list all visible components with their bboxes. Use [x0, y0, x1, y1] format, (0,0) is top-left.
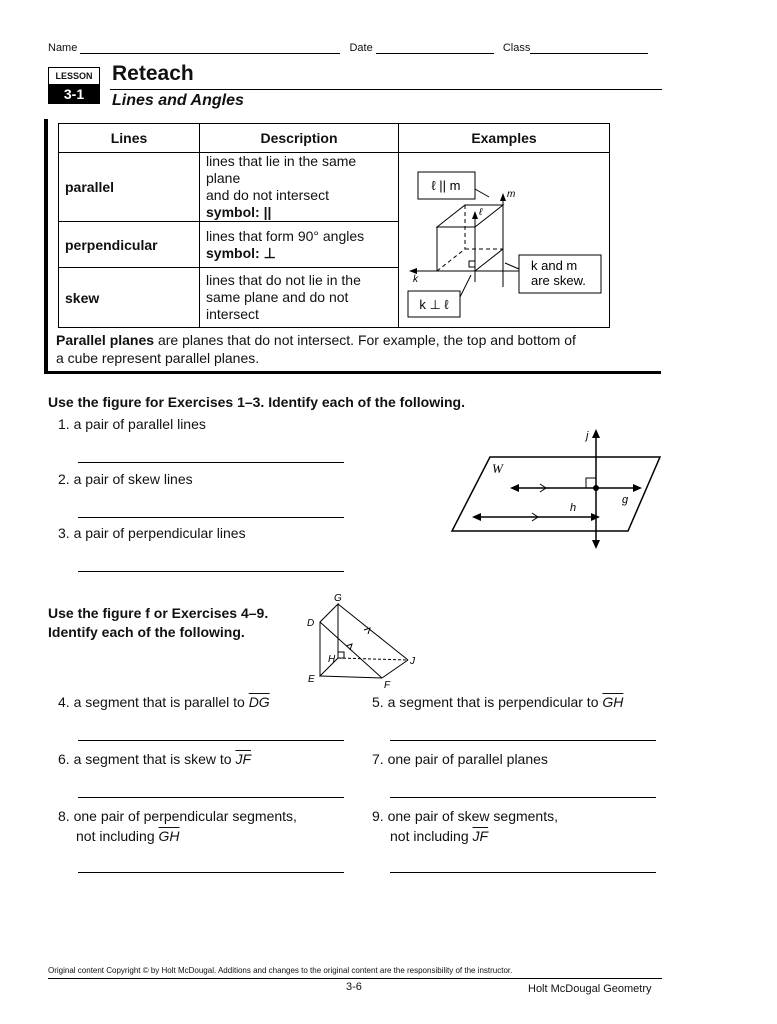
- exercise-text: a segment that is skew to: [73, 751, 232, 767]
- lesson-badge: [48, 67, 100, 104]
- exercise-number: 3.: [58, 525, 70, 541]
- symbol-label: symbol:: [206, 204, 260, 220]
- label-E: E: [308, 674, 315, 685]
- parallel-planes-text: are planes that do not intersect. For example, the top and bottom of: [154, 332, 576, 348]
- lesson-label: LESSON: [48, 67, 100, 85]
- line-type: perpendicular: [59, 222, 200, 268]
- exercise-text: one pair of parallel planes: [387, 751, 548, 767]
- exercise-3: [58, 525, 246, 541]
- desc-text: lines that form 90° angles: [206, 227, 365, 244]
- desc-text: intersect: [206, 306, 259, 322]
- exercise-text2: not including: [76, 828, 155, 844]
- table-header-row: [59, 124, 610, 153]
- class-label: Class: [502, 42, 531, 54]
- line-description: [200, 268, 399, 328]
- skew-callout-line2: are skew.: [531, 273, 586, 288]
- table-row: [59, 153, 610, 222]
- exercise-5: [372, 694, 623, 710]
- examples-cell: [399, 153, 610, 328]
- line-description: [200, 222, 399, 268]
- header-examples: Examples: [399, 124, 610, 153]
- exercise-text: a segment that is parallel to: [73, 694, 245, 710]
- segment-name: $\overline{JF}$: [472, 828, 489, 844]
- name-label: Name: [48, 42, 78, 54]
- exercise-number: 9.: [372, 808, 384, 824]
- answer-line-4[interactable]: [78, 740, 344, 741]
- label-k: k: [413, 274, 418, 285]
- plane-w: [452, 457, 660, 531]
- page-number: 3-6: [346, 981, 362, 993]
- exercise-text: a segment that is perpendicular to: [387, 694, 599, 710]
- exercise-2: [58, 471, 193, 487]
- desc-text: lines that lie in the same plane: [206, 153, 357, 186]
- skew-callout-line1: k and m: [531, 258, 578, 273]
- label-J: J: [410, 656, 415, 667]
- desc-text: same plane and do not: [206, 289, 349, 305]
- date-field[interactable]: [376, 53, 494, 54]
- line-type: skew: [59, 268, 200, 328]
- symbol-value: ⊥: [263, 244, 276, 261]
- answer-line-9[interactable]: [390, 872, 656, 873]
- perp-callout-text: k ⊥ ℓ: [419, 297, 449, 312]
- class-field[interactable]: [530, 53, 648, 54]
- exercise-6: [58, 751, 251, 767]
- answer-line-8[interactable]: [78, 872, 344, 873]
- reteach-sidebar: [44, 119, 48, 372]
- section2-heading: [48, 604, 268, 642]
- exercise-9: [372, 806, 558, 846]
- parallel-planes-term: Parallel planes: [56, 332, 155, 348]
- page-subtitle: Lines and Angles: [112, 92, 244, 109]
- exercise-number: 6.: [58, 751, 70, 767]
- exercise-1: [58, 416, 206, 432]
- exercise-number: 1.: [58, 416, 70, 432]
- label-w: W: [492, 461, 503, 476]
- reteach-bottom-bar: [44, 371, 661, 374]
- header-description: Description: [200, 124, 399, 153]
- label-l: ℓ: [479, 207, 483, 218]
- exercise-text: one pair of skew segments,: [387, 808, 558, 824]
- section1-heading: Use the figure for Exercises 1–3. Identify each of the following.: [48, 394, 465, 410]
- line-description: [200, 153, 399, 222]
- answer-line-1[interactable]: [78, 462, 344, 463]
- answer-line-6[interactable]: [78, 797, 344, 798]
- segment-name: $\overline{GH}$: [158, 828, 180, 844]
- desc-text: and do not intersect: [206, 187, 329, 203]
- label-G: G: [334, 593, 342, 604]
- parallel-planes-text2: a cube represent parallel planes.: [56, 350, 260, 366]
- exercise-text: a pair of perpendicular lines: [73, 525, 246, 541]
- parallel-callout-text: ℓ || m: [431, 178, 461, 193]
- exercise-number: 7.: [372, 751, 384, 767]
- publisher: Holt McDougal Geometry: [528, 983, 652, 995]
- label-g: g: [622, 494, 629, 506]
- exercise-text2: not including: [390, 828, 469, 844]
- label-m: m: [507, 189, 516, 200]
- exercise-7: [372, 751, 548, 767]
- exercise-8: [58, 806, 297, 846]
- copyright-text: Original content Copyright © by Holt McDougal. Additions and changes to the original content are the responsibility of the instructor.: [48, 966, 513, 975]
- label-D: D: [307, 618, 315, 629]
- header-lines: Lines: [59, 124, 200, 153]
- segment-name: $\overline{GH}$: [602, 694, 624, 710]
- section2-heading-line1: Use the figure f or Exercises 4–9.: [48, 605, 269, 621]
- exercise-number: 8.: [58, 808, 70, 824]
- label-H: H: [328, 654, 336, 665]
- lesson-number: 3-1: [48, 85, 100, 104]
- answer-line-7[interactable]: [390, 797, 656, 798]
- exercise-number: 4.: [58, 694, 70, 710]
- answer-line-5[interactable]: [390, 740, 656, 741]
- exercise-text: one pair of perpendicular segments,: [73, 808, 297, 824]
- answer-line-2[interactable]: [78, 517, 344, 518]
- exercise-number: 5.: [372, 694, 384, 710]
- label-F: F: [384, 680, 391, 690]
- name-field[interactable]: [80, 53, 340, 54]
- exercise-text: a pair of skew lines: [73, 471, 193, 487]
- page-title: Reteach: [112, 62, 194, 85]
- prism-left-face: [320, 604, 338, 676]
- cube-top: [437, 205, 503, 227]
- lines-table: [58, 123, 610, 328]
- answer-line-3[interactable]: [78, 571, 344, 572]
- plane-w-figure: [450, 425, 665, 555]
- section2-heading-line2: Identify each of the following.: [48, 624, 245, 640]
- exercise-number: 2.: [58, 471, 70, 487]
- footer-rule: [48, 978, 662, 979]
- name-line[interactable]: [48, 42, 648, 54]
- label-h: h: [570, 502, 577, 514]
- cube-figure: [399, 157, 609, 323]
- exercise-4: [58, 694, 270, 710]
- symbol-label: symbol:: [206, 244, 260, 261]
- line-type: parallel: [59, 153, 200, 222]
- parallel-planes-note: [56, 331, 576, 367]
- segment-name: $\overline{DG}$: [248, 694, 270, 710]
- callout-pointer: [475, 189, 489, 197]
- symbol-value: ||: [263, 204, 272, 220]
- prism-figure: [302, 590, 422, 690]
- segment-name: $\overline{JF}$: [235, 751, 251, 767]
- date-label: Date: [349, 42, 373, 54]
- title-rule: [110, 89, 662, 90]
- exercise-text: a pair of parallel lines: [73, 416, 206, 432]
- desc-text: lines that do not lie in the: [206, 272, 361, 288]
- label-j: j: [586, 430, 589, 442]
